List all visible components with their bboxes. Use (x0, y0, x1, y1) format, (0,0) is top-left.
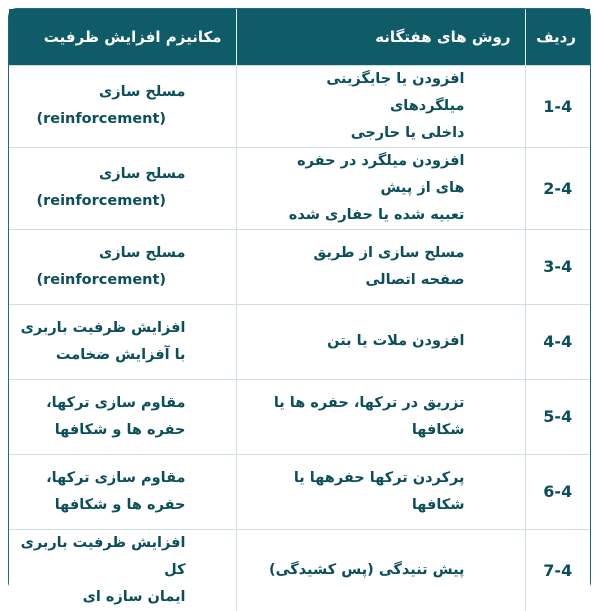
table-header-row (9, 9, 590, 65)
mechanism-text-line: افزایش ظرفیت باربری کل (20, 534, 186, 578)
method-text-line: مسلح سازی از طریق (313, 244, 465, 261)
row-number-cell: 2-4 (525, 147, 590, 229)
table-row (9, 229, 590, 304)
table-row (9, 529, 590, 611)
method-cell (236, 65, 525, 147)
mechanism-cell (9, 529, 236, 611)
row-number-cell: 5-4 (525, 379, 590, 454)
mechanism-text-line: ایمان سازه ای (82, 588, 186, 605)
method-cell (236, 304, 525, 379)
mechanism-text-line: حفره ها و شکافها (54, 421, 186, 438)
table-row (9, 454, 590, 529)
mechanism-cell (9, 379, 236, 454)
row-number-cell: 3-4 (525, 229, 590, 304)
header-mechanism: مکانیزم افزایش ظرفیت (9, 9, 236, 65)
mechanism-english-term: (reinforcement) (36, 111, 167, 127)
methods-table-container (8, 8, 591, 605)
method-text-line: افزودن ملات یا بتن (327, 333, 465, 349)
mechanism-text-line: مسلح سازی (99, 166, 186, 182)
mechanism-cell (9, 454, 236, 529)
mechanism-cell (9, 65, 236, 147)
mechanism-english-term: (reinforcement) (36, 271, 167, 288)
method-text-line: پرکردن ترکها حفرهها یا شکافها (293, 469, 465, 513)
method-text-line: پیش تنیدگی (پس کشیدگی) (268, 561, 465, 578)
method-text-line: داخلی یا حارجی (350, 124, 465, 141)
mechanism-text-line: مقاوم سازی ترکها، (46, 469, 186, 486)
table-row (9, 379, 590, 454)
row-number-cell: 1-4 (525, 65, 590, 147)
header-method: روش های هفتگانه (236, 9, 525, 65)
methods-table (9, 9, 590, 611)
method-text-line: صفحه اتصالی (365, 271, 465, 288)
method-text-line: افزودن یا جایگزینی میلگردهای (326, 70, 465, 114)
method-text-line: تزریق در ترکها، حفره ها یا شکافها (273, 394, 465, 438)
mechanism-text-line: حفره ها و شکافها (54, 496, 186, 513)
mechanism-text-line: مسلح سازی (99, 84, 186, 100)
mechanism-cell (9, 229, 236, 304)
mechanism-english-term: (reinforcement) (36, 193, 167, 209)
table-row (9, 147, 590, 229)
mechanism-text-line: مسلح سازی (99, 244, 186, 261)
mechanism-cell (9, 304, 236, 379)
method-cell (236, 379, 525, 454)
table-row (9, 304, 590, 379)
row-number-cell: 7-4 (525, 529, 590, 611)
header-row-number: ردیف (525, 9, 590, 65)
method-cell (236, 229, 525, 304)
mechanism-text-line: با آفزایش ضخامت (55, 346, 186, 363)
method-text-line: تعبیه شده یا حفاری شده (288, 206, 465, 223)
mechanism-text-line: افزایش ظرفیت باربری (20, 319, 186, 336)
method-cell (236, 147, 525, 229)
method-cell (236, 529, 525, 611)
mechanism-cell (9, 147, 236, 229)
method-cell (236, 454, 525, 529)
method-text-line: افزودن میلگرد در حفره های از پیش (297, 152, 465, 196)
table-row (9, 65, 590, 147)
row-number-cell: 6-4 (525, 454, 590, 529)
row-number-cell: 4-4 (525, 304, 590, 379)
mechanism-text-line: مقاوم سازی ترکها، (46, 394, 186, 411)
